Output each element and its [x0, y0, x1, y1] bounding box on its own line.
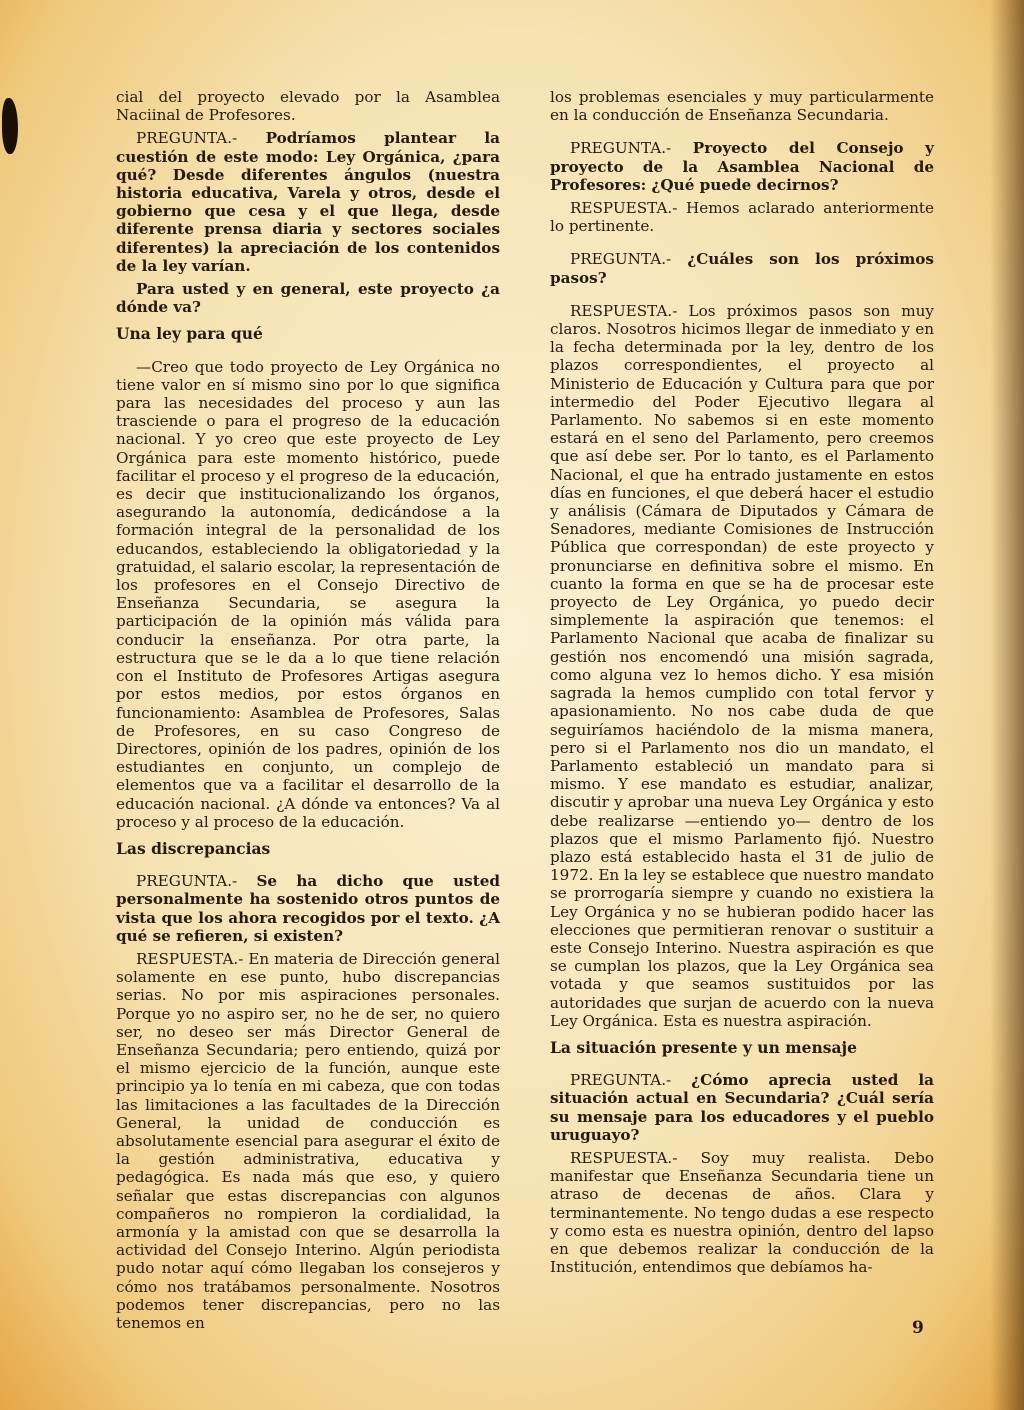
answer-6 [550, 1149, 934, 1276]
question-2: Para usted y en general, este proyecto ¿a dónde va? [116, 280, 500, 317]
answer-label: RESPUESTA.- [570, 199, 678, 218]
question-text: ¿Cuáles son los próximos pasos? [550, 250, 934, 287]
answer-text: Los próximos pasos son muy claros. Nosotros hicimos llegar de inmediato y en la fecha determinada por la ley, dentro de los plazos correspondientes, el proyecto al Ministerio de Educación y Cultura para que por intermedio del Poder Ejecutivo llegara al Parlamento. No sabemos si en este momento estará en el seno del Parlamento, pero creemos que así debe ser. Por lo tanto, es el Parlamento Nacional, el que ha entrado justamente en estos días en funciones, el que deberá hacer el estudio y análisis (Cámara de Diputados y Cámara de Senadores, mediante Comisiones de Instrucción Pública que correspondan) de este proyecto y pronunciarse en definitiva sobre el mismo. En cuanto la forma en que se ha de procesar este proyecto de Ley Orgánica, yo puedo decir simplemente la aspiración que tenemos: el Parlamento Nacional que acaba de finalizar su gestión nos encomendó una misión sagrada, como alguna vez lo hemos dicho. Y esa misión sagrada la hemos cumplido con total fervor y apasionamiento. No nos cabe duda de que seguiríamos haciéndolo de la misma manera, pero si el Parlamento nos dio un mandato, el Parlamento estableció un mandato para si mismo. Y ese mandato es estudiar, analizar, discutir y aprobar una nueva Ley Orgánica y esto debe realizarse —entiendo yo— dentro de los plazos que el mismo Parlamento fijó. Nuestro plazo está establecido hasta el 31 de julio de 1972. En la ley se establece que nuestro mandato se prorrogaría siempre y cuando no existiera la Ley Orgánica y no se hubieran podido hacer las elecciones que permitieran renovar o sustituir a este Consejo Interino. Nuestra aspiración es que se cumplan los plazos, que la Ley Orgánica sea votada y que seamos sustituidos por las autoridades que surjan de acuerdo con la nueva Ley Orgánica. Esta es nuestra aspiración. [550, 301, 934, 1030]
answer-text: Hemos aclarado anteriormente lo pertinente. [550, 199, 935, 236]
question-label: PREGUNTA.- [570, 250, 672, 269]
section-heading: Una ley para qué [116, 324, 263, 344]
section-heading: La situación presente y un mensaje [550, 1037, 858, 1057]
question-label: PREGUNTA.- [570, 139, 672, 158]
question-text: Se ha dicho que usted personalmente ha sostenido otros puntos de vista que los ahora recogidos por el texto. ¿A qué se refieren, si existen? [116, 872, 500, 945]
binding-ink-mark [2, 98, 18, 154]
question-6 [550, 1071, 934, 1144]
page-edge-shadow [990, 0, 1024, 1410]
answer-3 [116, 950, 500, 1332]
question-text: Proyecto del Consejo y proyecto de la Asamblea Nacional de Profesores: ¿Qué puede decirnos? [550, 139, 934, 194]
question-4 [550, 139, 934, 194]
answer-text: En materia de Dirección general solamente en ese punto, hubo discrepancias serias. No por mis aspiraciones personales. Porque yo no aspiro ser, no he de ser, no quiero ser, no deseo ser más Director General de Enseñanza Secundaria; pero entiendo, quizá por el mismo ejercicio de la función, aunque este principio ya lo tenía en mi cabeza, que con todas las limitaciones a las facultades de la Dirección General, la unidad de conducción es absolutamente esencial para asegurar el éxito de la gestión administrativa, educativa y pedagógica. Es nada más que eso, y quiero señalar que estas discrepancias con algunos compañeros no rompieron la cordialidad, la armonía y la amistad con que se desarrolla la actividad del Consejo Interino. Algún periodista pudo notar aquí cómo llegaban los consejeros y cómo nos tratábamos personalmente. Nosotros podemos tener discrepancias, pero no las tenemos en [116, 949, 501, 1332]
answer-text: Soy muy realista. Debo manifestar que Enseñanza Secundaria tiene un atraso de decenas de años. Clara y terminantemente. No tengo dudas a ese respecto y como esta es nuestra opinión, dentro del lapso en que debemos realizar la conducción de la Institución, entendimos que debíamos ha- [550, 1148, 934, 1277]
question-text: Podríamos plantear la cuestión de este modo: Ley Orgánica, ¿para qué? Desde diferentes ángulos (nuestra historia educativa, Varela y otros, desde el gobierno que cesa y el que llega, desde diferente prensa diaria y sectores sociales diferentes) la apreciación de los contenidos de la ley varían. [116, 129, 500, 275]
paragraph-continuation: cial del proyecto elevado por la Asamblea Naciinal de Profesores. [116, 88, 500, 125]
section-heading: Las discrepancias [116, 838, 271, 858]
left-column [116, 88, 500, 1337]
page-number: 9 [912, 1318, 924, 1338]
question-label: PREGUNTA.- [136, 129, 238, 148]
question-text: ¿Cómo aprecia usted la situación actual en Secundaria? ¿Cuál sería su mensaje para los educadores y el pueblo uruguayo? [550, 1071, 934, 1144]
answer-4 [550, 199, 934, 235]
answer-label: RESPUESTA.- [136, 949, 244, 968]
question-5 [550, 250, 934, 286]
paragraph-continuation: los problemas esenciales y muy particularmente en la conducción de Enseñanza Secundaria. [550, 88, 934, 125]
right-column [550, 88, 934, 1281]
question-label: PREGUNTA.- [570, 1071, 672, 1090]
question-label: PREGUNTA.- [136, 872, 238, 891]
answer-5 [550, 302, 934, 1030]
answer-label: RESPUESTA.- [570, 301, 678, 320]
question-1 [116, 129, 500, 275]
answer-paragraph: —Creo que todo proyecto de Ley Orgánica no tiene valor en sí mismo sino por lo que significa para las necesidades del proceso y aun las trasciende o para el progreso de la educación nacional. Y yo creo que este proyecto de Ley Orgánica para este momento histórico, puede facilitar el proceso y el progreso de la educación, es decir que institucionalizando los órganos, asegurando la autonomía, dedicándose a la formación integral de la personalidad de los educandos, estableciendo la obligatoriedad y la gratuidad, el salario escolar, la representación de los profesores en el Consejo Directivo de Enseñanza Secundaria, se asegura la participación de la opinión más válida para conducir la enseñanza. Por otra parte, la estructura que se le da a lo que tiene relación con el Instituto de Profesores Artigas asegura por estos medios, por estos órganos en funcionamiento: Asamblea de Profesores, Salas de Profesores, en su caso Congreso de Directores, opinión de los padres, opinión de los estudiantes en conjunto, un complejo de elementos que va a facilitar el desarrollo de la educación nacional. ¿A dónde va entonces? Va al proceso y al proceso de la educación. [116, 357, 500, 831]
question-3 [116, 872, 500, 945]
answer-label: RESPUESTA.- [570, 1148, 678, 1167]
